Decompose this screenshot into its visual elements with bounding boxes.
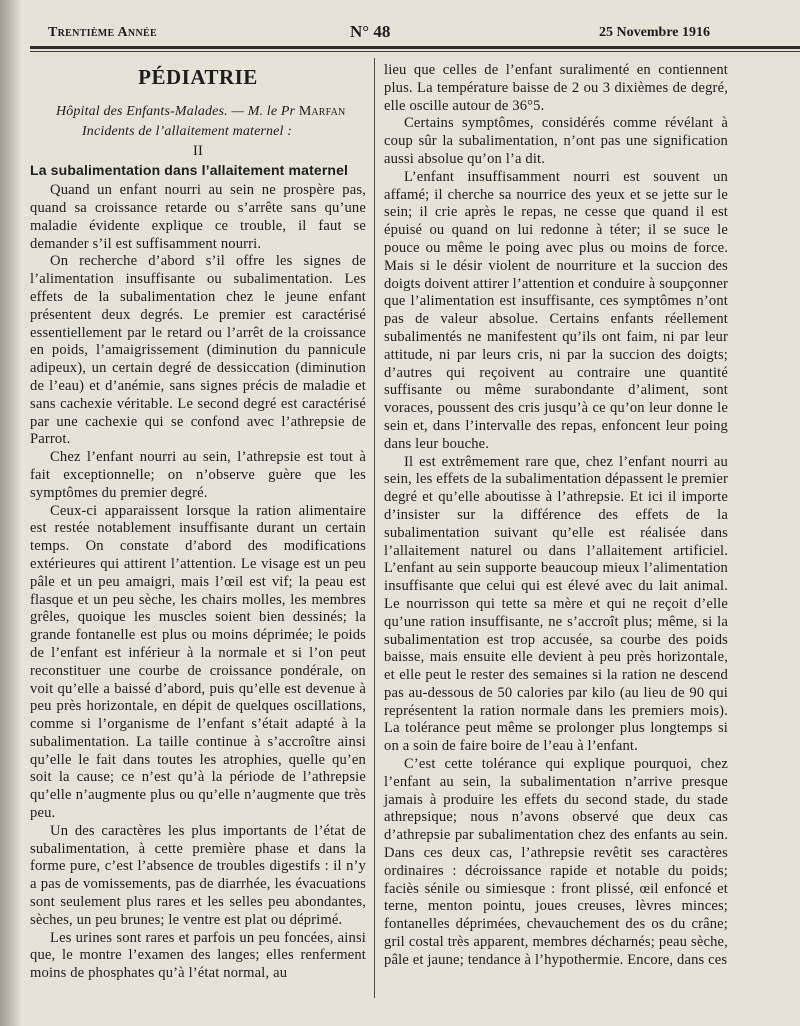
paragraph: C’est cette tolérance qui explique pourquoi, chez l’enfant au sein, la subalimentation n’arrive presque jamais à produire les effets du second stade, du stade athrepsique; nous n’avons observé que deux cas d’athrepsie par subalimentation chez des enfants au sein. Dans ces deux cas, l’athrepsie revêtit ses caractères ordinaires : décroissance rapide et notable du poids; faciès sénile ou simiesque : front plissé, œil enfoncé et terne, menton pointu, joues creuses, lèvres minces; fontanelles déprimées, chevauchement des os du crâne; gril costal très apparent, membres décharnés; peau sèche, pâle et jaune; tendance à l’hypothermie. Encore, dans ces	[384, 756, 728, 968]
paragraph: L’enfant insuffisamment nourri est souvent un affamé; il cherche sa nourrice des yeux et se jette sur le sein; il crie après le repas, ne cesse que quand il est épuisé ou quand on lui redonne à téter; il se suce le pouce ou même le poing avec plus ou moins de force. Mais si le désir violent de nourriture et la succion des doigts doivent attirer l’attention et conduire à soupçonner que l’alimentation est insuffisante, ces symptômes n’ont pas de valeur absolue. Certains enfants réellement subalimentés ne manifestent qu’ils ont faim, ni par leur attitude, ni par leurs cris, ni par la succion des doigts; d’autres qui reçoivent au contraire une quantité suffisante ou même surabondante d’aliment, sont voraces, poussent des cris jusqu’à ce qu’on leur donne le sein et, dans l’intervalle des repas, enfoncent leur poing dans leur bouche.	[384, 168, 728, 452]
volume-label: Trentième Année	[48, 25, 157, 40]
paragraph: Chez l’enfant nourri au sein, l’athrepsie est tout à fait exceptionnelle; on n’observe guère que les symptômes du premier degré.	[30, 449, 366, 501]
issue-number: N° 48	[350, 22, 391, 41]
issue-date: 25 Novembre 1916	[599, 25, 710, 40]
header-rule-thick	[30, 46, 800, 49]
paragraph: Quand un enfant nourri au sein ne prospère pas, quand sa croissance retarde ou s’arrête sans qu’une maladie évidente explique ce trouble, il faut se demander s’il est suffisamment nourri.	[30, 182, 366, 252]
paragraph: Les urines sont rares et parfois un peu foncées, ainsi que, le montre l’examen des langes; elles renferment moins de phosphates qu’à l’état normal, au	[30, 929, 366, 982]
column-divider	[374, 58, 375, 998]
section-title: PÉDIATRIE	[138, 65, 258, 89]
paragraph: Un des caractères les plus importants de l’état de subalimentation, à cette première phase et dans la forme pure, c’est l’absence de troubles digestifs : il n’y a pas de vomissements, pas de diarrhée, les évacuations sont seulement plus rares et les selles peu abondantes, sèches, un peu brunes; le ventre est plat ou déprimé.	[30, 822, 366, 928]
author-prefix: Hôpital des Enfants-Malades. — M. le Pr	[56, 104, 296, 119]
paragraph: Certains symptômes, considérés comme révélant à coup sûr la subalimentation, n’ont pas une signification aussi absolue qu’on l’a dit.	[384, 115, 728, 167]
paragraph: Ceux-ci apparaissent lorsque la ration alimentaire est restée notablement insuffisante durant un certain temps. On constate d’abord des modifications extérieures qui attirent l’attention. Le visage est un peu pâle et un peu amaigri, mais l’œil est vif; la peau est flasque et un peu sèche, les chairs molles, les membres grêles, quoique les muscles soient bien dessinés; la grande fontanelle est plus ou moins déprimée; le poids de l’enfant est inférieur à la normale et si l’on peut reconstituer une courbe de croissance pondérale, on voit qu’elle a baissé d’abord, puis qu’elle est devenue à peu près horizontale, en dépit de quelques oscillations, comme si l’organisme de l’enfant s’était adapté à la subalimentation. La taille continue à s’accroître ainsi qu’elle le fait dans toutes les atrophies, quelle qu’en soit la cause; ce n’est qu’à la période de l’athrepsie qu’elle n’augmente plus ou qu’elle n’augmente que très peu.	[30, 502, 366, 822]
author-line	[56, 103, 366, 121]
right-column	[384, 62, 728, 970]
header-rule-thin	[30, 51, 800, 52]
paragraph-continued: lieu que celles de l’enfant suralimenté en contiennent plus. La température baisse de 2 ou 3 dixièmes de degré, elle oscille autour de 36°5.	[384, 62, 728, 114]
article-subtitle: Incidents de l’allaitement maternel :	[82, 123, 293, 139]
part-number: II	[193, 142, 203, 159]
author-name: Marfan	[298, 104, 346, 119]
paragraph: On recherche d’abord s’il offre les signes de l’alimentation insuffisante ou subalimentation. Les effets de la subalimentation chez le jeune enfant présentent deux degrés. Le premier est caractérisé essentiellement par le retard ou l’arrêt de la croissance en poids, l’amaigrissement (diminution du pannicule adipeux), un certain degré de dessiccation (diminution de l’eau) et d’anémie, sans signes précis de maladie et sans cachexie véritable. Le second degré est caractérisé par une cachexie qui se confond avec l’athrepsie de Parrot.	[30, 253, 366, 448]
left-column	[30, 62, 366, 983]
page-binding-shadow	[0, 0, 22, 1026]
part-title: La subalimentation dans l’allaitement maternel	[30, 162, 349, 179]
page-header	[48, 22, 710, 44]
paragraph: Il est extrêmement rare que, chez l’enfant nourri au sein, les effets de la subalimentation dépassent le premier degré et qu’elle aboutisse à l’athrepsie. Et ici il importe d’insister sur la différence des effets de la subalimentation suivant qu’elle est réalisée dans l’allaitement naturel ou dans l’allaitement artificiel. L’enfant au sein supporte beaucoup mieux l’alimentation insuffisante que celui qui est élevé avec du lait animal. Le nourrisson qui tette sa mère et qui ne reçoit d’elle qu’une ration insuffisante, ne s’accroît plus; même, si la subalimentation est trop accusée, sa courbe des poids baisse, mais ensuite elle devient à peu près horizontale, et elle peut le rester des semaines si la ration ne descend pas au-dessous de 50 calories par kilo (au lieu de 90 qui représentent la ration normale dans les premiers mois). La tolérance peut même se prolonger plus longtemps si on a soin de faire boire de l’eau à l’enfant.	[384, 453, 728, 755]
